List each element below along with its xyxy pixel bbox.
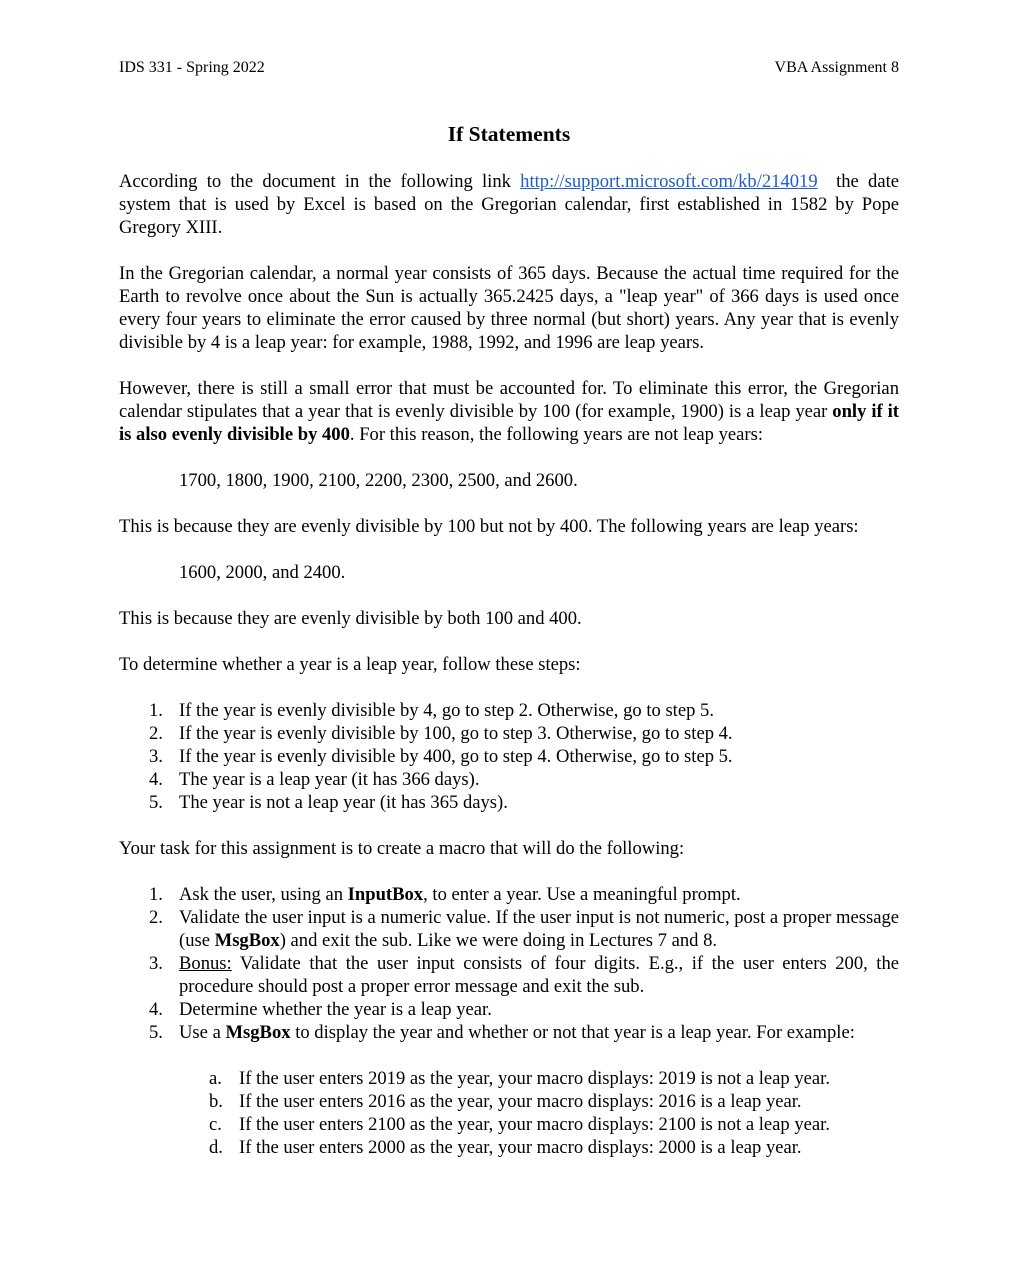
list-item: b. If the user enters 2016 as the year, your macro displays: 2016 is a leap year. — [209, 1091, 802, 1112]
not-leap-years-list: 1700, 1800, 1900, 2100, 2200, 2300, 2500, and 2600. — [179, 470, 578, 491]
gregorian-paragraph: In the Gregorian calendar, a normal year consists of 365 days. Because the actual time required for the Earth to revolve once about the Sun is actually 365.2425 days, a "leap year" of 366 days is used once every four years to eliminate the error caused by three normal (but short) years. Any year that is evenly divisible by 4 is a leap year: for example, 1988, 1992, and 1996 are leap years. — [119, 263, 899, 353]
header-course: IDS 331 - Spring 2022 — [119, 59, 265, 76]
list-item: 4. Determine whether the year is a leap year. — [149, 999, 492, 1020]
kb-link[interactable]: http://support.microsoft.com/kb/214019 — [520, 171, 818, 192]
list-item: a. If the user enters 2019 as the year, your macro displays: 2019 is not a leap year. — [209, 1068, 830, 1089]
list-item: 3. Bonus: Validate that the user input consists of four digits. E.g., if the user enters 200, the procedure should post a proper error message and exit the sub. — [149, 953, 899, 997]
error-paragraph: However, there is still a small error that must be accounted for. To eliminate this error, the Gregorian calendar stipulates that a year that is evenly divisible by 100 (for example, 1900) is a leap year only if it is also evenly divisible by 400. For this reason, the following years are not leap years: — [119, 378, 899, 445]
leap-explanation: This is because they are evenly divisible by both 100 and 400. — [119, 608, 582, 629]
not-leap-explanation: This is because they are evenly divisible by 100 but not by 400. The following years are leap years: — [119, 516, 859, 537]
task-intro: Your task for this assignment is to create a macro that will do the following: — [119, 838, 685, 859]
steps-list — [119, 699, 899, 814]
bonus-label: Bonus: — [179, 953, 232, 974]
list-item: d. If the user enters 2000 as the year, your macro displays: 2000 is a leap year. — [209, 1137, 802, 1158]
list-item: c. If the user enters 2100 as the year, your macro displays: 2100 is not a leap year. — [209, 1114, 830, 1135]
list-item: 1. Ask the user, using an InputBox, to enter a year. Use a meaningful prompt. — [149, 884, 741, 905]
header-assignment: VBA Assignment 8 — [774, 59, 899, 76]
list-item: 2. Validate the user input is a numeric value. If the user input is not numeric, post a proper message (use MsgBox) and exit the sub. Like we were doing in Lectures 7 and 8. — [149, 907, 899, 951]
page-title: If Statements — [447, 122, 571, 146]
list-item: 2. If the year is evenly divisible by 100, go to step 3. Otherwise, go to step 4. — [149, 723, 733, 744]
leap-years-list: 1600, 2000, and 2400. — [179, 562, 346, 583]
list-item: 5. Use a MsgBox to display the year and whether or not that year is a leap year. For example: — [149, 1022, 855, 1043]
list-item: 4. The year is a leap year (it has 366 days). — [149, 769, 480, 790]
task-list — [119, 883, 899, 1044]
intro-paragraph: According to the document in the following link http://support.microsoft.com/kb/214019 the date system that is used by Excel is based on the Gregorian calendar, first established in 1582 by Pope Gregory XIII. — [119, 171, 904, 238]
bold-rule: only if it is also evenly divisible by 400 — [119, 401, 899, 445]
list-item: 3. If the year is evenly divisible by 400, go to step 4. Otherwise, go to step 5. — [149, 746, 733, 767]
list-item: 1. If the year is evenly divisible by 4, go to step 2. Otherwise, go to step 5. — [149, 700, 714, 721]
list-item: 5. The year is not a leap year (it has 365 days). — [149, 792, 508, 813]
examples-list — [119, 1067, 899, 1159]
steps-intro: To determine whether a year is a leap year, follow these steps: — [119, 654, 581, 675]
document-body — [119, 170, 904, 1182]
